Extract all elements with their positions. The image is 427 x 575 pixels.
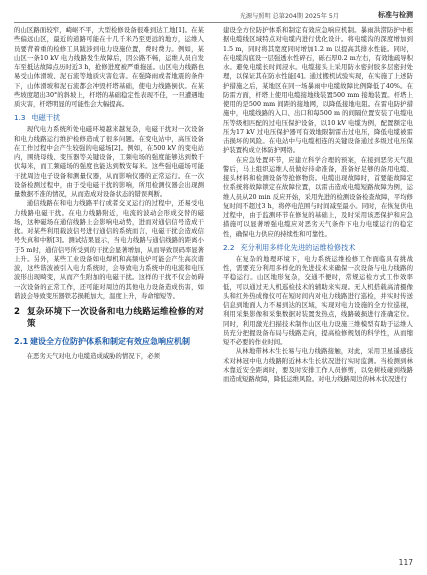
- paragraph: 从林地带林木生长易与电力线路接触，对此，采用卫星遥感技术对林冠中电力线路附近林木生长状况进行实时监测。当检测到林木靠近安全距离时，要及时安排工作人员修剪，以免树枝碰到线路而造成短路故障，降低运维风险。对电力线路周边的林木状况进行: [223, 348, 413, 383]
- paragraph: 现代电力系统所处电磁环境越来越复杂，电磁干扰对一次设备和电力线路运行维护检修造成了很多问题。在变电站中，高压设备在工作过程中会产生较强的电磁场[2]。例如，在500 kV 的变电站内，围绕母线、变压器等关键设备，工频电场的强度能够达到数千伏每米，而工频磁场的强度也能达到数安每米。这些强电磁场可能干扰周边电子设备和测量仪器，从而影响仪器的正常运行。在一次设备检测过程中，由于受电磁干扰的影响，所用检测仪器会出现测量数据不准的情况，从而造成对设备状态的错误判断。: [14, 126, 204, 198]
- page-header: [14, 6, 413, 23]
- paragraph: 通信线路在和电力线路平行或者交叉运行的过程中，还易受电力线路电磁干扰。在电力线路附近，电流的波动会形成交替的磁场，这种磁场在通信线路上会影响电动势，进而对通信信号造成干扰。对某些利用载波信号进行通信的系统而言，电磁干扰会造成信号失真和中断[3]。测试结果显示，当电力线路与通信线路的距离小于5 m时，通信信号所受到的干扰会显著增加，从而导致误码率显著上升。另外，某些工业设备如电焊机和高频电炉可能会产生高次谐波，这些谐波被引入电力系统时，会导致电力系统中的电流和电压波形出现畸变，从而产生附加的电磁干扰。这样的干扰不仅会妨碍一次设备的正常工作，还可能对周边的其他电力设备造成伤害，如谐波会导致变压器铁芯损耗加大，温度上升，寿命缩短等。: [14, 200, 204, 300]
- paragraph: 的山区路面较窄，崎岖不平，大型检修设备很难到达工地[1]。在某些偏远山区，最近的道路可能在十几千米乃至更远的地方，运维人员要背着重的检修工具跋涉到电力设施位置，费时费力。例如，某山区一条10 kV 电力线路发生故障后，因公路不畅，运维人员自发车至抵达故障点历时近3 h，抢修进度被严重拖延。山区电力线路也易受山体滑坡、泥石流等地质灾害危害。在强降雨或者地震的条件下，山体滑坡和泥石流都会冲毁杆塔基础，使电力线路倒伏。在某些坡度超出30°的斜坡上，杆塔的基础稳定性表现不佳，一旦遭遇地质灾害，杆塔明显的可能性会大幅提高。: [14, 27, 204, 108]
- section-heading-1-3: 1.3 电磁干扰: [14, 113, 61, 123]
- paragraph: 在应急处置环节，应建立科学合理的预案，在接到恶劣天气报警后，马上组织运维人员做好待命准备，准备好足够的备用电缆、接头材料和检测设备等抢修物资。电缆出现故障时，首要能故障定位系统将故障锁定在故障位置，以雷击造成电缆短路故障为例，运维人员从20 min 反应开始，采用先进的检测设备检查故障，平均修复时间不超过3 h，将停电范围与时间减至最小。同时，在恢复供电过程中，由于监测环节在修复的基础上，及时采用该恶保护和应急措施可以显著增强电缆应对恶劣天气条件下电力电缆运行的稳定性，确保电力供应的持续性和可靠性。: [223, 156, 413, 238]
- paragraph: 在恶劣天气对电力电缆造成威胁的情况下，必须: [26, 352, 160, 360]
- section-heading-2-1: 2.1 建设全方位防护体系和制定有效应急响应机制: [14, 337, 190, 346]
- section-title: 标准与检测: [378, 11, 413, 19]
- section-heading-2-2: 2.2 充分利用多样化先进的运维检修技术: [223, 242, 356, 252]
- left-column: [14, 26, 204, 361]
- right-column: [223, 26, 413, 384]
- section-heading-2: 2 复杂环境下一次设备和电力线路运维检修的对策: [14, 307, 204, 329]
- paragraph: 建设全方位防护体系和制定有效应急响应机制。暴雨洪涝防护中根据电缆线区域特点对电缆内进行优化设计。将电缆沟的深度增加到1.5 m，同时将其宽度同时增加1.2 m 以提高其排水性能。同时，在电缆沟底设一层强透水性碎石，砾石厚0.2 m左右，有效地疏导积水。避免电缆长时间浸水。电缆接头上采用防水密封胶多层密封处理，以保证其在防水性能[4]。通过搬机试验实现，在实施了上述防护措施之后，某地区在同一场暴雨中电缆故障比例降低了40%。在防雷方面，杆塔上使用电缆接地线装置500 mm 接地装置。杆塔上使用的是500 mm 间距的接地网，以降低接地电阻。在雷电防护措施中，电缆线路的入口、出口和每500 m 的间隔位置安装了电缆电压等级相匹配的过电压保护设备，以10 kV 电缆为例，配置额定电压为17 kV 过电压保护器可有效地限制雷击过电压，降低电缆被雷击损坏的风险。在电站中与电缆相连的关键设备通过多级过电压保护装置构成立体防护网络。: [223, 27, 413, 155]
- paragraph: 在复杂的地理环境下，电力系统运维检修工作面临具有挑战性，需要充分利用多样化的先进技术来确保一次设备与电力线路的平稳运行。山区地形复杂，交通不便时，常规运检方式工作效率低，可以通过无人机巡检技术的辅助来实现。无人机搭载高清摄像头和红外热成像仪可在短时间内对电力线路进行巡检，并实时传送信息到地面人力不易到达的区域，实现对电力设施的全方位巡视，利用采集影像和采集数据对装置发热点，线路破损进行准确定位。同时，利用激光扫描技术制作山区电力设施三维模型有助于运维人员充分把握设备布局与线路走向，提高检修规划的科学性，从而缩短不必要的作业时间。: [223, 255, 413, 346]
- journal-info: 光源与照明 总第204期 2025年 5月: [239, 13, 339, 20]
- page-number: 117: [398, 558, 413, 567]
